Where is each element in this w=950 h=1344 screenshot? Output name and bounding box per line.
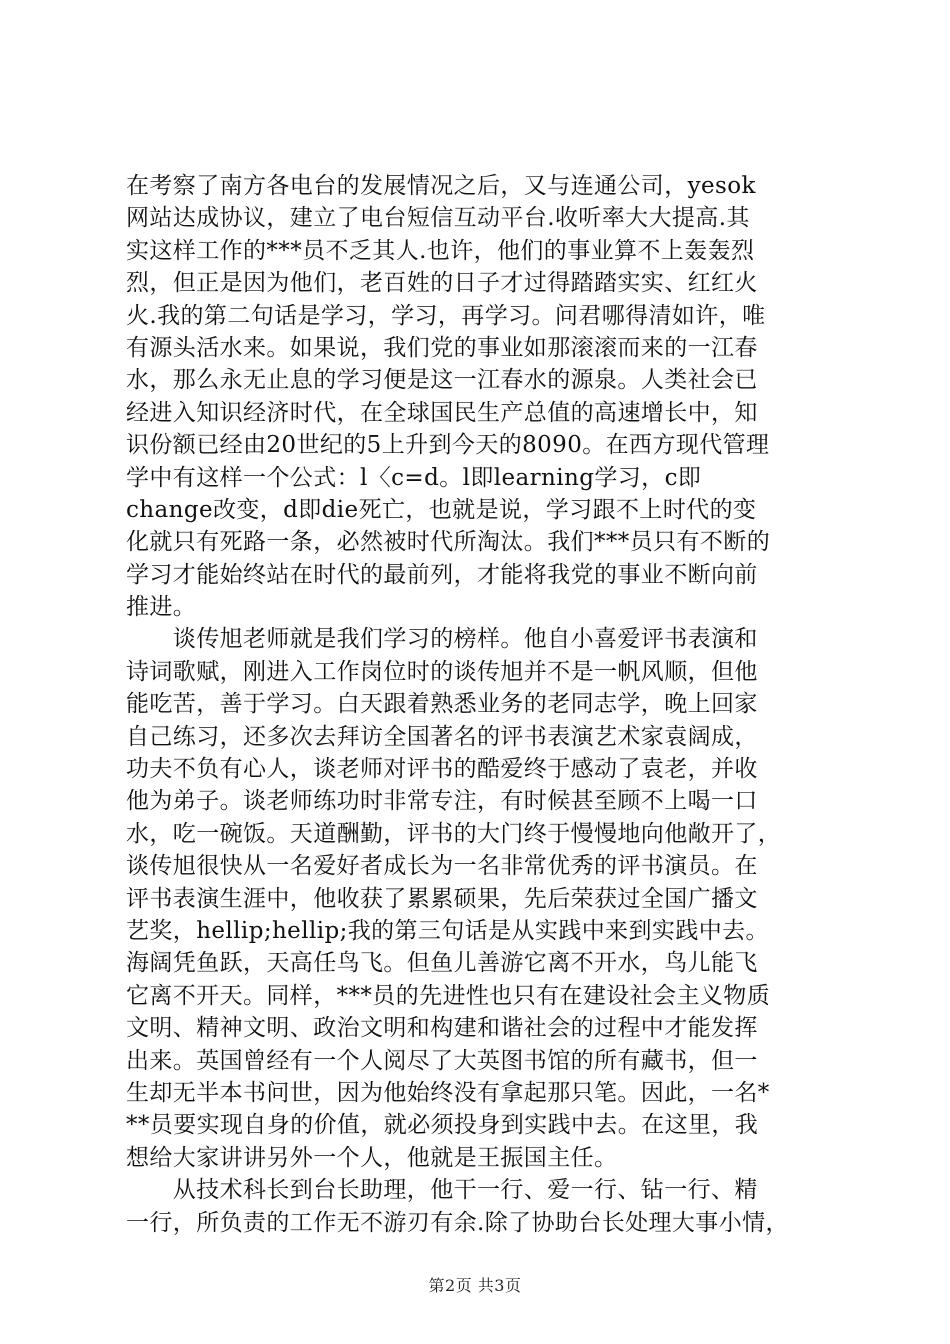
text-line: 学中有这样一个公式：l〈c=d。l即learning学习，c即 (126, 464, 702, 491)
text-line: 从技术科长到台长助理，他干一行、爱一行、钻一行、精 (126, 1177, 758, 1204)
text-line: 学习才能始终站在时代的最前列，才能将我党的事业不断向前 (126, 561, 758, 588)
body-text (126, 170, 826, 1239)
text-line: 诗词歌赋，刚进入工作岗位时的谈传旭并不是一帆风顺，但他 (126, 658, 758, 685)
text-line: 识份额已经由20世纪的5上升到今天的8090。在西方现代管理 (126, 432, 770, 459)
text-line: 火.我的第二句话是学习，学习，再学习。问君哪得清如许，唯 (126, 302, 766, 329)
text-line: 他为弟子。谈老师练功时非常专注，有时候甚至顾不上喝一口 (126, 788, 758, 815)
text-line: 想给大家讲讲另外一个人，他就是王振国主任。 (126, 1144, 618, 1171)
text-line: 海阔凭鱼跃，天高任鸟飞。但鱼儿善游它离不开水，鸟儿能飞 (126, 950, 758, 977)
text-line: 在考察了南方各电台的发展情况之后，又与连通公司，yesok (126, 173, 756, 199)
text-line: 经进入知识经济时代，在全球国民生产总值的高速增长中，知 (126, 399, 758, 426)
text-line: 生却无半本书问世，因为他始终没有拿起那只笔。因此，一名* (126, 1079, 770, 1106)
text-line: 它离不开天。同样，***员的先进性也只有在建设社会主义物质 (126, 982, 771, 1009)
text-line: 功夫不负有心人，谈老师对评书的酷爱终于感动了袁老，并收 (126, 756, 758, 783)
text-line: **员要实现自身的价值，就必须投身到实践中去。在这里，我 (126, 1112, 759, 1139)
text-line: 出来。英国曾经有一个人阅尽了大英图书馆的所有藏书，但一 (126, 1047, 758, 1074)
text-line: 文明、精神文明、政治文明和构建和谐社会的过程中才能发挥 (126, 1015, 758, 1042)
text-line: 自己练习，还多次去拜访全国著名的评书表演艺术家袁阔成， (126, 723, 758, 750)
text-line: 水，吃一碗饭。天道酬勤，评书的大门终于慢慢地向他敞开了， (126, 820, 782, 847)
text-line: 评书表演生涯中，他收获了累累硕果，先后荣获过全国广播文 (126, 885, 758, 912)
text-line: 化就只有死路一条，必然被时代所淘汰。我们***员只有不断的 (126, 529, 771, 556)
text-line: 谈传旭很快从一名爱好者成长为一名非常优秀的评书演员。在 (126, 853, 758, 880)
text-line: 烈，但正是因为他们，老百姓的日子才过得踏踏实实、红红火 (126, 270, 758, 297)
text-line: 网站达成协议，建立了电台短信互动平台.收听率大大提高.其 (126, 205, 750, 232)
text-line: 艺奖，hellip;hellip;我的第三句话是从实践中来到实践中去。 (126, 917, 769, 944)
text-line: 推进。 (126, 594, 197, 621)
page-number-footer: 第2页 共3页 (428, 1276, 522, 1295)
text-line: 实这样工作的***员不乏其人.也许，他们的事业算不上轰轰烈 (126, 237, 755, 264)
text-line: 能吃苦，善于学习。白天跟着熟悉业务的老同志学，晚上回家 (126, 691, 758, 718)
text-line: change改变，d即die死亡，也就是说，学习跟不上时代的变 (126, 496, 757, 523)
text-line: 有源头活水来。如果说，我们党的事业如那滚滚而来的一江春 (126, 334, 758, 361)
text-line: 一行，所负责的工作无不游刃有余.除了协助台长处理大事小情， (126, 1209, 789, 1236)
text-line: 谈传旭老师就是我们学习的榜样。他自小喜爱评书表演和 (126, 626, 758, 653)
text-line: 水，那么永无止息的学习便是这一江春水的源泉。人类社会已 (126, 367, 758, 394)
